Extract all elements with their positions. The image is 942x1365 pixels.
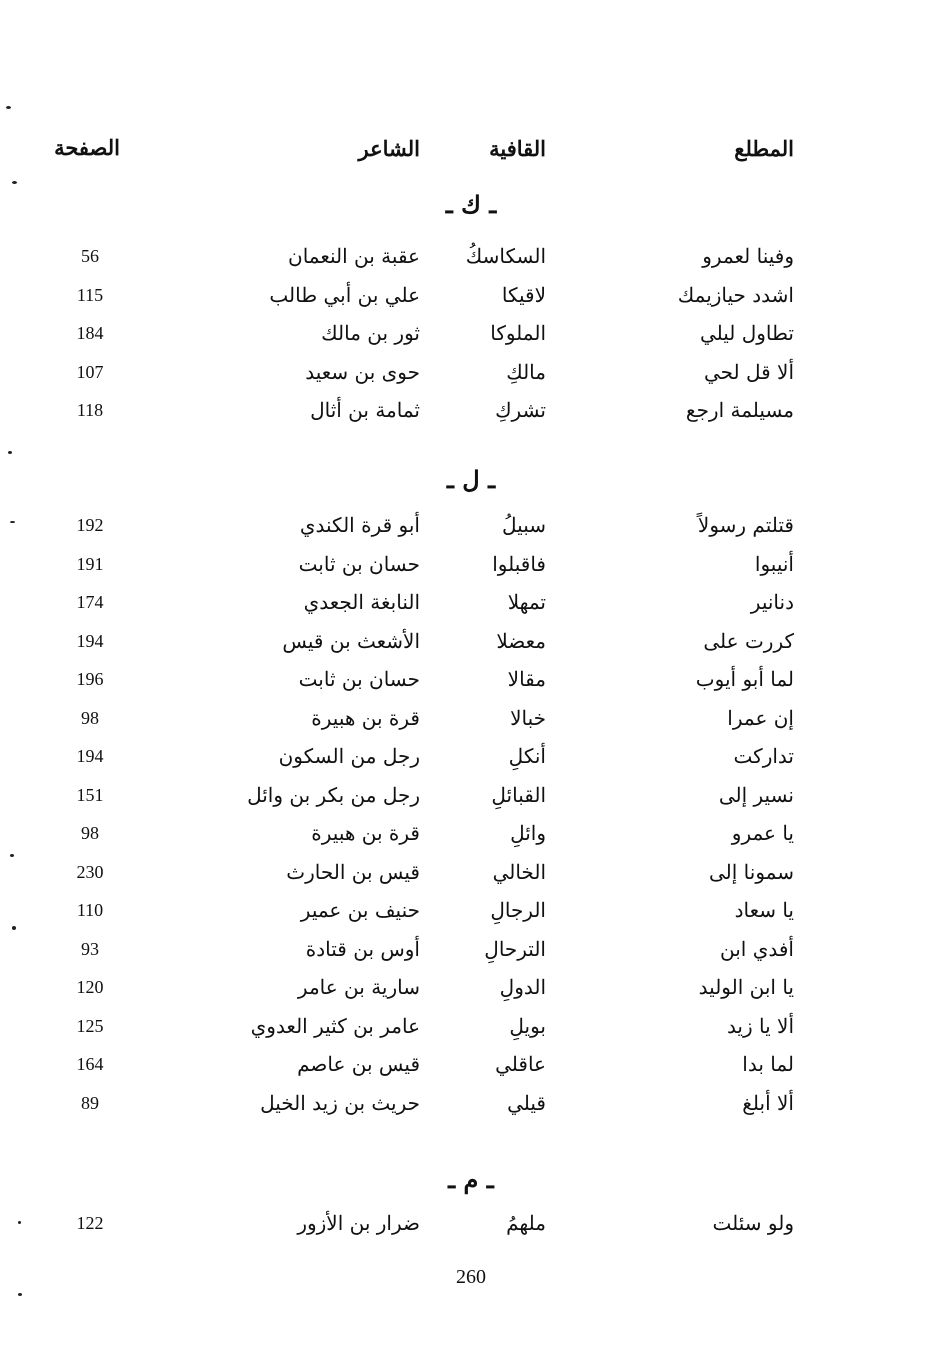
row-qafia: عاقلي [495,1052,546,1076]
index-row [0,738,942,774]
section-letter-heading: ـ ل ـ [446,465,496,494]
row-qafia: وائلِ [510,821,546,845]
scan-speck [18,1221,21,1224]
row-shaer: عامر بن كثير العدوي [250,1013,420,1038]
row-shaer: حسان بن ثابت [298,667,420,691]
index-row [0,584,942,620]
scan-speck [8,451,12,454]
index-row [0,354,942,390]
row-qafia: مالكِ [506,359,546,384]
row-page-ref: 151 [76,784,104,805]
section-letter-heading: ـ ك ـ [445,190,497,219]
row-qafia: القبائلِ [491,782,546,807]
row-matla: تداركت [733,744,794,768]
row-matla: يا عمرو [731,821,794,845]
row-qafia: تشركِ [495,398,546,422]
row-matla: وفينا لعمرو [702,244,794,268]
row-matla: يا ابن الوليد [698,975,794,999]
index-row [0,854,942,890]
row-page-ref: 196 [76,669,104,689]
row-page-ref: 191 [76,553,104,574]
index-row [0,1046,942,1082]
row-matla: أنيبوا [754,551,794,576]
row-shaer: النابغة الجعدي [303,590,420,614]
row-shaer: سارية بن عامر [297,975,420,999]
row-matla: ولو سئلت [712,1211,794,1235]
row-page-ref: 194 [76,746,104,766]
index-row [0,277,942,313]
row-page-ref: 125 [76,1015,104,1036]
row-page-ref: 120 [76,977,104,997]
row-shaer: الأشعث بن قيس [282,628,420,653]
row-matla: ألا قل لحي [703,359,794,384]
row-page-ref: 110 [76,900,104,920]
row-shaer: ضرار بن الأزور [297,1211,420,1235]
row-qafia: الترحالِ [484,936,546,961]
index-row [0,931,942,967]
row-shaer: حريث بن زيد الخيل [260,1090,420,1115]
row-page-ref: 184 [76,323,104,343]
scan-speck [12,181,17,184]
row-matla: اشدد حيازيمك [677,282,794,307]
row-shaer: قرة بن هبيرة [311,705,420,730]
row-qafia: فاقبلوا [492,551,546,576]
row-shaer: قرة بن هبيرة [311,821,420,845]
index-row [0,1205,942,1241]
row-page-ref: 164 [76,1054,104,1074]
row-qafia: خبالا [510,705,546,730]
index-row [0,700,942,736]
row-shaer: ثور بن مالك [321,321,420,345]
table-header [0,136,942,170]
row-qafia: الخالي [492,859,546,884]
row-shaer: عقبة بن النعمان [288,244,420,268]
row-shaer: أوس بن قتادة [305,936,420,961]
row-matla: قتلتم رسولاً [697,513,794,537]
row-shaer: قيس بن الحارث [286,859,420,884]
row-qafia: بويلِ [509,1013,546,1038]
row-matla: لما أبو أيوب [695,667,794,691]
index-row [0,238,942,274]
row-qafia: ملهمُ [506,1211,546,1235]
index-row [0,392,942,428]
index-row [0,623,942,659]
row-qafia: السكاسكُ [465,244,546,268]
index-row [0,546,942,582]
row-qafia: مقالا [507,667,546,691]
row-matla: نسير إلى [718,782,794,807]
row-matla: لما بدا [742,1052,794,1076]
header-qafia: القافية [489,136,546,161]
row-qafia: سبيلُ [502,513,546,537]
row-page-ref: 98 [81,823,99,843]
row-matla: ألا أبلغ [742,1090,794,1115]
row-shaer: حوى بن سعيد [305,359,420,384]
index-row [0,1085,942,1121]
row-page-ref: 174 [76,592,104,612]
scan-speck [10,521,15,523]
header-page: الصفحة [54,136,120,160]
scan-speck [6,106,11,109]
header-shaer: الشاعر [358,136,420,161]
row-page-ref: 115 [76,284,104,305]
row-matla: ألا يا زيد [726,1013,794,1038]
row-shaer: أبو قرة الكندي [299,513,420,537]
row-matla: مسيلمة ارجع [685,398,794,422]
row-matla: دنانير [750,590,794,614]
row-qafia: لاقيكا [501,282,546,307]
row-qafia: أنكلِ [508,744,546,768]
index-row [0,815,942,851]
row-qafia: الملوكا [490,321,546,345]
index-row [0,315,942,351]
row-qafia: قيلي [507,1090,546,1115]
index-row [0,661,942,697]
section-letter-heading: ـ م ـ [448,1165,494,1194]
index-row [0,777,942,813]
scan-speck [18,1293,22,1296]
row-shaer: رجل من بكر بن وائل [247,782,420,807]
row-page-ref: 118 [76,400,104,420]
row-matla: يا سعاد [734,898,794,922]
row-shaer: حنيف بن عمير [300,898,420,922]
row-matla: أفدي ابن [720,936,794,961]
row-shaer: رجل من السكون [278,744,420,768]
row-page-ref: 93 [81,938,99,959]
index-row [0,969,942,1005]
row-qafia: تمهلا [507,590,546,614]
row-page-ref: 56 [81,246,99,266]
row-page-ref: 89 [81,1092,99,1113]
row-page-ref: 192 [76,515,104,535]
row-page-ref: 122 [76,1213,104,1233]
scan-speck [12,926,16,930]
row-shaer: علي بن أبي طالب [269,282,420,307]
row-matla: سمونا إلى [709,859,794,884]
row-matla: كررت على [703,628,794,653]
row-page-ref: 230 [76,861,104,882]
row-page-ref: 98 [81,707,99,728]
row-shaer: حسان بن ثابت [298,551,420,576]
index-row [0,892,942,928]
row-page-ref: 107 [76,361,104,382]
scan-speck [10,854,14,857]
header-matla: المطلع [734,136,794,161]
row-shaer: ثمامة بن أثال [310,398,420,422]
row-matla: تطاول ليلي [699,321,794,345]
row-qafia: الرجالِ [490,898,546,922]
row-qafia: الدولِ [499,975,546,999]
page-number: 260 [456,1266,486,1288]
row-qafia: معضلا [496,628,546,653]
row-page-ref: 194 [76,630,104,651]
row-matla: إن عمرا [727,705,794,730]
index-row [0,507,942,543]
index-row [0,1008,942,1044]
row-shaer: قيس بن عاصم [297,1052,420,1076]
